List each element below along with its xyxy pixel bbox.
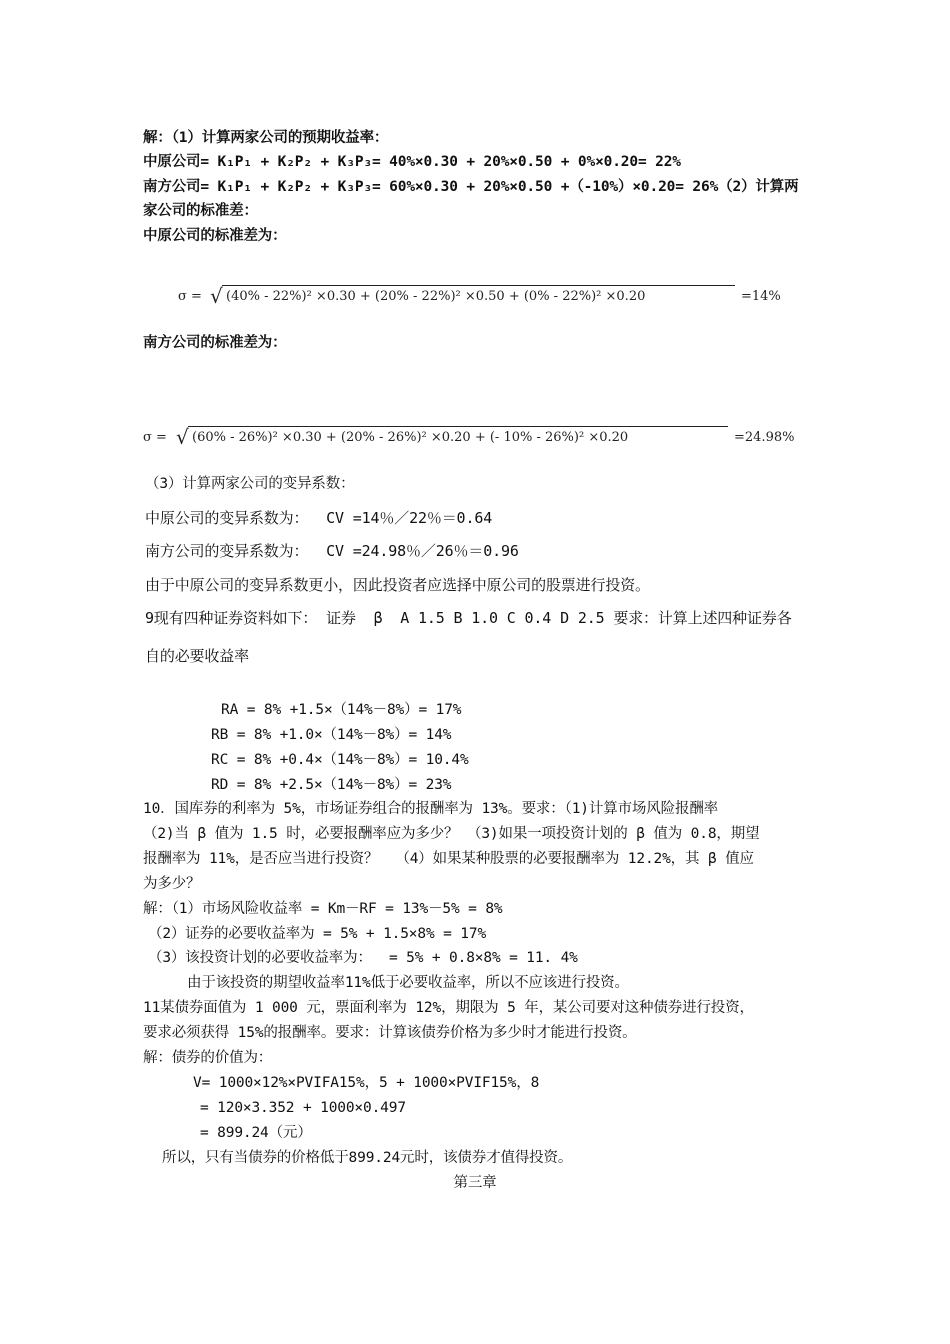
bond-value-result: = 899.24（元） — [200, 1125, 312, 1141]
formula1-radicand: (40% - 22%)² ×0.30 + (20% - 22%)² ×0.50 + (0% - 22%)² ×0.20 — [226, 289, 646, 304]
answer-10-conclusion: 由于该投资的期望收益率11%低于必要收益率，所以不应该进行投资。 — [187, 975, 629, 991]
answer-11-heading: 解：债券的价值为： — [143, 1050, 273, 1066]
ra-calc: RA = 8% +1.5×（14%－8%）= 17% — [221, 702, 462, 718]
formula2-rhs: =24.98% — [734, 430, 795, 445]
question-10-line2: （2)当 β 值为 1.5 时，必要报酬率应为多少？ （3)如果一项投资计划的 β 值为 0.8，期望 — [143, 826, 760, 842]
question-11-cont: 要求必须获得 15%的报酬率。要求：计算该债券价格为多少时才能进行投资。 — [143, 1025, 637, 1041]
question-10: 10．国库券的利率为 5%，市场证券组合的报酬率为 13%。要求：（1)计算市场风险报酬率 — [143, 801, 719, 817]
question-9: 9现有四种证券资料如下： 证券 β A 1.5 B 1.0 C 0.4 D 2.5 要求：计算上述四种证券各 — [145, 609, 792, 627]
formula1-lhs: σ = — [178, 289, 202, 304]
cv-conclusion: 由于中原公司的变异系数更小，因此投资者应选择中原公司的股票进行投资。 — [145, 576, 650, 594]
question-10-line3: 报酬率为 11%，是否应当进行投资？ （4）如果某种股票的必要报酬率为 12.2%，其 β 值应 — [143, 851, 754, 867]
question-9-cont: 自的必要收益率 — [145, 647, 249, 665]
cv-heading: （3）计算两家公司的变异系数： — [145, 476, 355, 492]
zhongyuan-cv: 中原公司的变异系数为： CV =14％／22％＝0.64 — [145, 509, 493, 527]
bond-value-formula: V= 1000×12%×PVIFA15%，5 + 1000×PVIF15%，8 — [193, 1075, 540, 1091]
sqrt-icon: √ — [176, 425, 189, 449]
bond-conclusion: 所以，只有当债券的价格低于899.24元时，该债券才值得投资。 — [162, 1150, 573, 1166]
formula2-radicand: (60% - 26%)² ×0.30 + (20% - 26%)² ×0.20 + (- 10% - 26%)² ×0.20 — [192, 430, 629, 445]
zhongyuan-expected-return: 中原公司= K₁P₁ + K₂P₂ + K₃P₃= 40%×0.30 + 20%×0.50 + 0%×0.20= 22% — [143, 154, 681, 170]
bond-value-step2: = 120×3.352 + 1000×0.497 — [200, 1100, 406, 1116]
nanfang-cv: 南方公司的变异系数为： CV =24.98％／26％＝0.96 — [145, 542, 519, 560]
chapter-heading: 第三章 — [453, 1175, 497, 1191]
rd-calc: RD = 8% +2.5×（14%－8%）= 23% — [211, 777, 452, 793]
nanfang-expected-return: 南方公司= K₁P₁ + K₂P₂ + K₃P₃= 60%×0.30 + 20%×0.50 +（-10%）×0.20= 26%（2）计算两 — [143, 179, 799, 195]
rc-calc: RC = 8% +0.4×（14%－8%）= 10.4% — [211, 752, 469, 768]
answer-10-part1: 解：（1）市场风险收益率 = Km－RF = 13%－5% = 8% — [143, 901, 503, 917]
answer-10-part2: （2）证券的必要收益率为 = 5% + 1.5×8% = 17% — [148, 926, 487, 942]
formula1-rhs: =14% — [741, 289, 781, 304]
question-10-line4: 为多少？ — [143, 876, 201, 892]
sqrt-bar — [222, 285, 735, 286]
zhongyuan-std-label: 中原公司的标准差为： — [143, 228, 287, 244]
sqrt-icon: √ — [210, 284, 223, 308]
sqrt-bar — [188, 426, 728, 427]
std-dev-heading-cont: 家公司的标准差： — [143, 203, 258, 219]
answer-10-part3: （3）该投资计划的必要收益率为： = 5% + 0.8×8% = 11. 4% — [148, 950, 578, 966]
rb-calc: RB = 8% +1.0×（14%－8%）= 14% — [211, 727, 452, 743]
nanfang-std-label: 南方公司的标准差为： — [143, 335, 287, 351]
formula2-lhs: σ = — [143, 430, 167, 445]
solution-heading: 解：（1）计算两家公司的预期收益率： — [143, 130, 389, 146]
question-11: 11某债券面值为 1 000 元，票面利率为 12%，期限为 5 年，某公司要对这种债券进行投资， — [143, 1000, 754, 1016]
